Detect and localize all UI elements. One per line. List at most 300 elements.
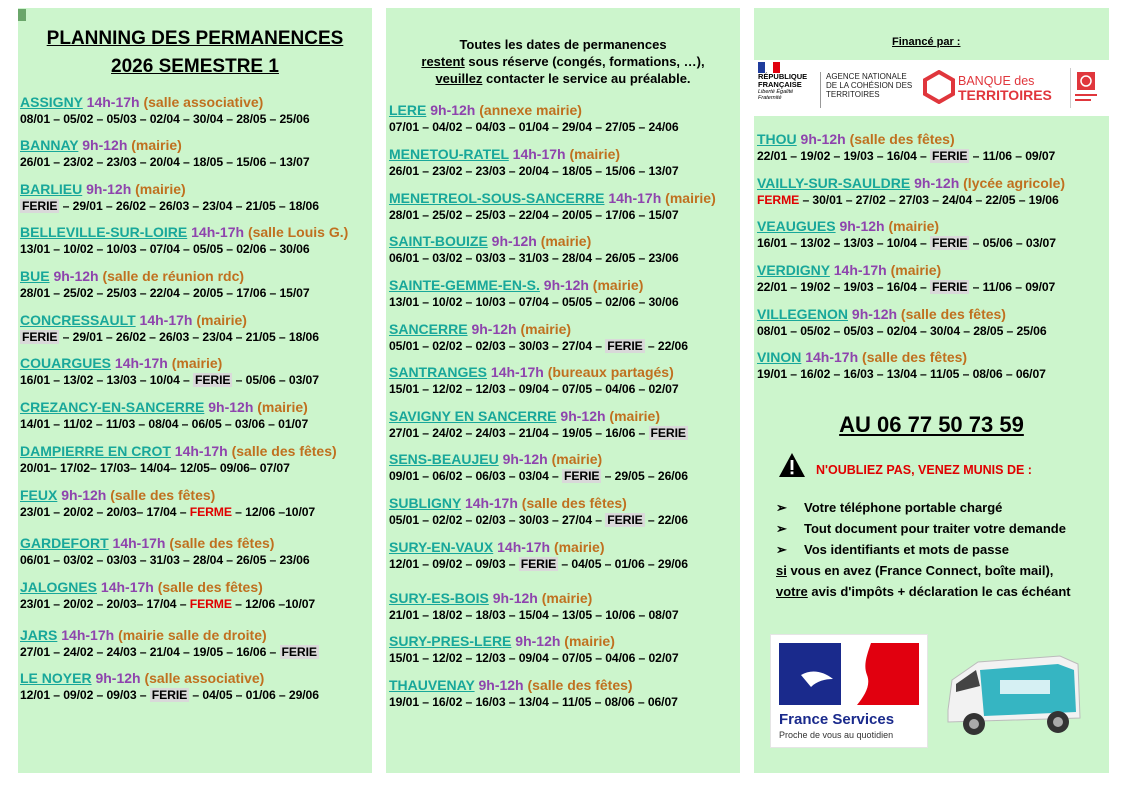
commune-name: SANTRANGES [389, 364, 488, 380]
entry-header [20, 354, 319, 372]
hours: 14h-17h [461, 495, 522, 511]
dates-text: – 11/06 – 09/07 [969, 149, 1056, 163]
location: (mairie) [592, 277, 644, 293]
location: (salle de réunion rdc) [102, 268, 245, 284]
extra-line-1-underlined: si [776, 563, 787, 578]
bullet-text: Votre téléphone portable chargé [804, 500, 1003, 515]
holiday-badge: FERIE [607, 339, 643, 353]
banque-des-territoires-logo [922, 66, 1100, 112]
dates-text: 21/01 – 18/02 – 18/03 – 15/04 – 13/05 – 10/06 – 08/07 [389, 608, 679, 622]
notice-line-2-underlined: restent [421, 54, 465, 69]
schedule-entry [20, 311, 319, 346]
commune-name: SURY-PRES-LERE [389, 633, 512, 649]
holiday-badge: FERIE [195, 373, 231, 387]
dates-line [389, 381, 679, 398]
schedule-entry [757, 348, 1046, 383]
dates-text: 28/01 – 25/02 – 25/03 – 22/04 – 20/05 – 17/06 – 15/07 [20, 286, 310, 300]
dates-text: – 04/05 – 01/06 – 29/06 [558, 557, 688, 571]
dates-line [389, 556, 688, 573]
dates-line [389, 250, 679, 267]
holiday-badge: FERIE [22, 199, 58, 213]
dates-line [757, 148, 1055, 165]
sponsor-logos [754, 60, 1109, 116]
dates-text: 07/01 – 04/02 – 04/03 – 01/04 – 29/04 – 27/05 – 24/06 [389, 120, 679, 134]
commune-name: SAINTE-GEMME-EN-S. [389, 277, 540, 293]
dates-text: 26/01 – 23/02 – 23/03 – 20/04 – 18/05 – 15/06 – 13/07 [20, 155, 310, 169]
dates-line [389, 338, 688, 355]
entry-header [757, 217, 1056, 235]
dates-line [20, 596, 315, 613]
dates-line [389, 694, 678, 711]
entry-header [757, 174, 1065, 192]
hours: 9h-12h [556, 408, 610, 424]
bullet-text: Tout document pour traiter votre demande [804, 521, 1066, 536]
dates-line [20, 416, 308, 433]
hours: 14h-17h [508, 146, 570, 162]
closed-badge: FERME [757, 193, 800, 207]
location: (mairie) [171, 355, 223, 371]
reminder-heading: N'OUBLIEZ PAS, VENEZ MUNIS DE : [816, 463, 1032, 477]
commune-name: VAILLY-SUR-SAULDRE [757, 175, 911, 191]
location: (mairie) [196, 312, 247, 328]
location: (salle des fêtes) [900, 306, 1006, 322]
commune-name: CONCRESSAULT [20, 312, 136, 328]
notice-line-2: sous réserve (congés, formations, …), [464, 54, 705, 69]
commune-name: THAUVENAY [389, 677, 475, 693]
france-services-title: France Services [779, 711, 895, 728]
anct-logo [826, 72, 916, 99]
location: (mairie) [569, 146, 621, 162]
dates-line [757, 323, 1047, 340]
entry-header [20, 180, 319, 198]
location: (mairie) [540, 233, 592, 249]
dates-line [20, 552, 310, 569]
notice [386, 36, 740, 87]
dates-line [389, 468, 688, 485]
hours: 14h-17h [187, 224, 248, 240]
hours: 9h-12h [82, 181, 136, 197]
notice-line-3-underlined: veuillez [435, 71, 483, 86]
title-line-1: PLANNING DES PERMANENCES [46, 28, 344, 49]
entry-header [20, 442, 337, 460]
location: (annexe mairie) [479, 102, 582, 118]
dates-text: – 05/06 – 03/07 [232, 373, 319, 387]
schedule-entry [20, 398, 308, 433]
location: (lycée agricole) [963, 175, 1066, 191]
schedule-entry [757, 130, 1055, 165]
entry-header [20, 578, 315, 596]
dates-line [20, 241, 348, 258]
dates-text: 16/01 – 13/02 – 13/03 – 10/04 – [20, 373, 193, 387]
marianne-icon [771, 635, 927, 711]
location: (mairie) [609, 408, 660, 424]
page-title [18, 8, 372, 78]
entry-header [20, 93, 310, 111]
dates-text: – 29/01 – 26/02 – 26/03 – 23/04 – 21/05 – 18/06 [59, 330, 319, 344]
entry-header [20, 311, 319, 329]
holiday-badge: FERIE [281, 645, 317, 659]
commune-name: VEAUGUES [757, 218, 836, 234]
schedule-entry [20, 486, 315, 521]
dates-text: 20/01– 17/02– 17/03– 14/04– 12/05– 09/06– 07/07 [20, 461, 290, 475]
commune-name: BELLEVILLE-SUR-LOIRE [20, 224, 188, 240]
hours: 14h-17h [82, 94, 144, 110]
hours: 9h-12h [910, 175, 964, 191]
hours: 14h-17h [829, 262, 891, 278]
dates-text: – 22/06 [644, 339, 688, 353]
schedule-entry [389, 101, 679, 136]
commune-name: SAINT-BOUIZE [389, 233, 488, 249]
bullet-item [776, 539, 1009, 560]
dates-line [389, 119, 679, 136]
dates-text: 08/01 – 05/02 – 05/03 – 02/04 – 30/04 – 28/05 – 25/06 [20, 112, 310, 126]
dates-text: 06/01 – 03/02 – 03/03 – 31/03 – 28/04 – 26/05 – 23/06 [20, 553, 310, 567]
dates-text: 16/01 – 13/02 – 13/03 – 10/04 – [757, 236, 930, 250]
hours: 9h-12h [539, 277, 593, 293]
entry-header [389, 589, 679, 607]
location: (salle des fêtes) [527, 677, 633, 693]
holiday-badge: FERIE [22, 330, 58, 344]
commune-name: DAMPIERRE EN CROT [20, 443, 171, 459]
commune-name: SURY-EN-VAUX [389, 539, 494, 555]
location: (mairie) [890, 262, 942, 278]
schedule-entry [20, 442, 337, 477]
entry-header [757, 130, 1055, 148]
dates-line [20, 329, 319, 346]
dates-line [20, 154, 310, 171]
commune-name: VILLEGENON [757, 306, 849, 322]
location: (salle associative) [144, 670, 265, 686]
entry-header [389, 189, 716, 207]
holiday-badge: FERIE [932, 280, 968, 294]
commune-name: JARS [20, 627, 58, 643]
entry-header [20, 486, 315, 504]
dates-text: 15/01 – 12/02 – 12/03 – 09/04 – 07/05 – 04/06 – 02/07 [389, 651, 679, 665]
notice-line-1: Toutes les dates de permanences [459, 37, 667, 52]
schedule-entry [389, 145, 679, 180]
schedule-entry [757, 174, 1065, 209]
hours: 9h-12h [488, 590, 542, 606]
dates-line [389, 425, 688, 442]
commune-name: SENS-BEAUJEU [389, 451, 499, 467]
dates-text: 05/01 – 02/02 – 02/03 – 30/03 – 27/04 – [389, 513, 606, 527]
dates-text: 06/01 – 03/02 – 03/03 – 31/03 – 28/04 – 26/05 – 23/06 [389, 251, 679, 265]
location: (bureaux partagés) [547, 364, 674, 380]
hours: 9h-12h [474, 677, 528, 693]
dates-text: 26/01 – 23/02 – 23/03 – 20/04 – 18/05 – 15/06 – 13/07 [389, 164, 679, 178]
commune-name: LE NOYER [20, 670, 92, 686]
location: (mairie) [135, 181, 186, 197]
financed-by-label: Financé par : [892, 36, 961, 48]
entry-header [20, 398, 308, 416]
closed-badge: FERME [189, 505, 232, 519]
entry-header [20, 626, 319, 644]
dates-text: 13/01 – 10/02 – 10/03 – 07/04 – 05/05 – 02/06 – 30/06 [20, 242, 310, 256]
dates-line [757, 192, 1065, 209]
hours: 9h-12h [467, 321, 521, 337]
dates-text: – 29/05 – 26/06 [601, 469, 688, 483]
extra-line-2-underlined: votre [776, 584, 808, 599]
dates-line [20, 687, 319, 704]
location: (mairie) [888, 218, 940, 234]
location: (salle associative) [143, 94, 264, 110]
dates-text: – 22/06 [644, 513, 688, 527]
hours: 9h-12h [91, 670, 145, 686]
schedule-entry [389, 450, 688, 485]
dates-text: 27/01 – 24/02 – 24/03 – 21/04 – 19/05 – 16/06 – [389, 426, 649, 440]
schedule-entry [20, 267, 310, 302]
schedule-entry [389, 363, 679, 398]
dates-text: 15/01 – 12/02 – 12/03 – 09/04 – 07/05 – 04/06 – 02/07 [389, 382, 679, 396]
location: (mairie) [131, 137, 182, 153]
schedule-entry [20, 626, 319, 661]
schedule-entry [757, 261, 1055, 296]
bullet-text: Vos identifiants et mots de passe [804, 542, 1009, 557]
dates-text: – 12/06 –10/07 [231, 597, 316, 611]
entry-header [20, 669, 319, 687]
arrow-bullet-icon: ➢ [776, 500, 787, 515]
dates-line [20, 111, 310, 128]
entry-header [389, 632, 679, 650]
entry-header [20, 223, 348, 241]
commune-name: MENETREOL-SOUS-SANCERRE [389, 190, 605, 206]
hours: 9h-12h [487, 233, 541, 249]
holiday-badge: FERIE [932, 236, 968, 250]
dates-line [389, 207, 716, 224]
commune-name: BUE [20, 268, 50, 284]
dates-line [20, 372, 319, 389]
hours: 14h-17h [487, 364, 548, 380]
hours: 9h-12h [848, 306, 901, 322]
dates-line [20, 198, 319, 215]
entry-header [757, 305, 1047, 323]
dates-text: – 04/05 – 01/06 – 29/06 [189, 688, 319, 702]
dates-line [20, 460, 337, 477]
dates-text: – 30/01 – 27/02 – 27/03 – 24/04 – 22/05 – 19/06 [799, 193, 1059, 207]
commune-name: THOU [757, 131, 797, 147]
entry-header [20, 267, 310, 285]
arrow-bullet-icon: ➢ [776, 521, 787, 536]
dates-line [389, 650, 679, 667]
caisse-des-depots-logo [1070, 68, 1101, 108]
entry-header [389, 450, 688, 468]
commune-name: ASSIGNY [20, 94, 83, 110]
entry-header [20, 534, 310, 552]
entry-header [757, 261, 1055, 279]
location: (salle des fêtes) [862, 349, 968, 365]
commune-name: SURY-ES-BOIS [389, 590, 489, 606]
dates-text: 23/01 – 20/02 – 20/03– 17/04 – [20, 597, 190, 611]
schedule-entry [20, 669, 319, 704]
schedule-entry [389, 676, 678, 711]
commune-name: SAVIGNY EN SANCERRE [389, 408, 557, 424]
holiday-badge: FERIE [564, 469, 600, 483]
location: (salle des fêtes) [110, 487, 216, 503]
commune-name: CREZANCY-EN-SANCERRE [20, 399, 205, 415]
commune-name: BARLIEU [20, 181, 83, 197]
hours: 9h-12h [835, 218, 889, 234]
notice-line-3: contacter le service au préalable. [482, 71, 691, 86]
schedule-entry [389, 320, 688, 355]
dates-text: 12/01 – 09/02 – 09/03 – [389, 557, 519, 571]
location: (mairie) [541, 590, 593, 606]
dates-line [389, 512, 688, 529]
location: (mairie) [520, 321, 572, 337]
entry-header [389, 145, 679, 163]
dates-text: 08/01 – 05/02 – 05/03 – 02/04 – 30/04 – 28/05 – 25/06 [757, 324, 1047, 338]
anct-text: AGENCE NATIONALE DE LA COHÉSION DES TERRITOIRES [826, 72, 913, 99]
holiday-badge: FERIE [151, 688, 188, 702]
schedule-entry [389, 232, 679, 267]
schedule-entry [757, 217, 1056, 252]
hours: 9h-12h [57, 487, 111, 503]
schedule-entry [20, 534, 310, 569]
dates-line [20, 285, 310, 302]
commune-name: LERE [389, 102, 427, 118]
schedule-entry [20, 136, 310, 171]
schedule-entry [389, 407, 688, 442]
hours: 9h-12h [49, 268, 103, 284]
extra-line-2-text: avis d'impôts + déclaration le cas échéant [807, 584, 1071, 599]
hours: 14h-17h [97, 579, 158, 595]
holiday-badge: FERIE [650, 426, 686, 440]
hours: 9h-12h [796, 131, 850, 147]
commune-name: COUARGUES [20, 355, 112, 371]
dates-line [389, 607, 679, 624]
location: (salle Louis G.) [247, 224, 349, 240]
location: (mairie) [665, 190, 716, 206]
location: (salle des fêtes) [169, 535, 275, 551]
hours: 9h-12h [204, 399, 258, 415]
dates-text: – 11/06 – 09/07 [969, 280, 1056, 294]
entry-header [389, 320, 688, 338]
location: (salle des fêtes) [521, 495, 627, 511]
dates-text: 09/01 – 06/02 – 06/03 – 03/04 – [389, 469, 562, 483]
location: (salle des fêtes) [157, 579, 263, 595]
commune-name: FEUX [20, 487, 58, 503]
dates-line [20, 504, 315, 521]
dates-text: 22/01 – 19/02 – 19/03 – 16/04 – [757, 149, 930, 163]
schedule-entry [20, 354, 319, 389]
commune-name: JALOGNES [20, 579, 98, 595]
france-services-logo [770, 634, 928, 748]
hours: 14h-17h [801, 349, 863, 365]
schedule-entry [389, 632, 679, 667]
entry-header [389, 538, 688, 556]
hours: 9h-12h [426, 102, 480, 118]
commune-name: BANNAY [20, 137, 79, 153]
schedule-entry [389, 589, 679, 624]
republique-francaise-logo [758, 62, 816, 101]
hours: 14h-17h [111, 355, 172, 371]
hours: 9h-12h [78, 137, 132, 153]
holiday-badge: FERIE [932, 149, 968, 163]
entry-header [389, 676, 678, 694]
extra-line-1 [776, 560, 1053, 581]
france-services-tagline: Proche de vous au quotidien [779, 730, 894, 740]
bullet-item [776, 518, 1066, 539]
schedule-entry [389, 189, 716, 224]
entry-header [389, 232, 679, 250]
dates-text: 23/01 – 20/02 – 20/03– 17/04 – [20, 505, 190, 519]
title-line-2: 2026 SEMESTRE 1 [111, 56, 279, 77]
phone-number[interactable]: AU 06 77 50 73 59 [839, 412, 1024, 437]
entry-header [389, 494, 688, 512]
dates-text: 19/01 – 16/02 – 16/03 – 13/04 – 11/05 – 08/06 – 06/07 [389, 695, 678, 709]
dates-line [389, 294, 679, 311]
dates-text: 05/01 – 02/02 – 02/03 – 30/03 – 27/04 – [389, 339, 606, 353]
commune-name: MENETOU-RATEL [389, 146, 509, 162]
dates-text: 22/01 – 19/02 – 19/03 – 16/04 – [757, 280, 930, 294]
hexagon-icon [922, 70, 956, 104]
hours: 14h-17h [135, 312, 197, 328]
dates-text: 12/01 – 09/02 – 09/03 – [20, 688, 150, 702]
dates-text: – 05/06 – 03/07 [969, 236, 1056, 250]
entry-header [389, 363, 679, 381]
commune-name: VINON [757, 349, 802, 365]
france-services-van-image [940, 640, 1086, 744]
commune-name: GARDEFORT [20, 535, 109, 551]
commune-name: VERDIGNY [757, 262, 830, 278]
location: (salle des fêtes) [231, 443, 337, 459]
entry-header [389, 101, 679, 119]
location: (mairie salle de droite) [118, 627, 267, 643]
location: (mairie) [564, 633, 615, 649]
schedule-entry [389, 276, 679, 311]
entry-header [20, 136, 310, 154]
dates-line [20, 644, 319, 661]
entry-header [389, 276, 679, 294]
extra-line-2 [776, 581, 1071, 602]
dates-line [757, 279, 1055, 296]
schedule-entry [20, 223, 348, 258]
dates-text: 19/01 – 16/02 – 16/03 – 13/04 – 11/05 – 08/06 – 06/07 [757, 367, 1046, 381]
bullet-item [776, 497, 1002, 518]
schedule-entry [20, 578, 315, 613]
dates-line [757, 235, 1056, 252]
dates-line [757, 366, 1046, 383]
rf-motto: Liberté Égalité Fraternité [758, 89, 794, 101]
dates-text: 13/01 – 10/02 – 10/03 – 07/04 – 05/05 – 02/06 – 30/06 [389, 295, 679, 309]
hours: 14h-17h [57, 627, 119, 643]
hours: 14h-17h [170, 443, 232, 459]
dates-text: 28/01 – 25/02 – 25/03 – 22/04 – 20/05 – 17/06 – 15/07 [389, 208, 679, 222]
dates-text: 14/01 – 11/02 – 11/03 – 08/04 – 06/05 – 03/06 – 01/07 [20, 417, 309, 431]
hours: 14h-17h [108, 535, 170, 551]
hours: 9h-12h [511, 633, 565, 649]
holiday-badge: FERIE [520, 557, 557, 571]
dates-text: – 12/06 –10/07 [231, 505, 316, 519]
entry-header [757, 348, 1046, 366]
bdt-top: BANQUE des [958, 74, 1035, 88]
cdc-emblem-icon [1071, 68, 1101, 108]
location: (mairie) [257, 399, 308, 415]
location: (mairie) [553, 539, 605, 555]
commune-name: SUBLIGNY [389, 495, 462, 511]
location: (mairie) [551, 451, 603, 467]
dates-text: 27/01 – 24/02 – 24/03 – 21/04 – 19/05 – 16/06 – [20, 645, 280, 659]
hours: 14h-17h [604, 190, 666, 206]
hours: 9h-12h [498, 451, 552, 467]
rf-name: RÉPUBLIQUE FRANÇAISE [758, 72, 808, 89]
entry-header [389, 407, 688, 425]
bdt-bottom: TERRITOIRES [958, 87, 1052, 103]
closed-badge: FERME [189, 597, 232, 611]
dates-line [389, 163, 679, 180]
holiday-badge: FERIE [607, 513, 643, 527]
schedule-entry [389, 538, 688, 573]
location: (salle des fêtes) [849, 131, 955, 147]
